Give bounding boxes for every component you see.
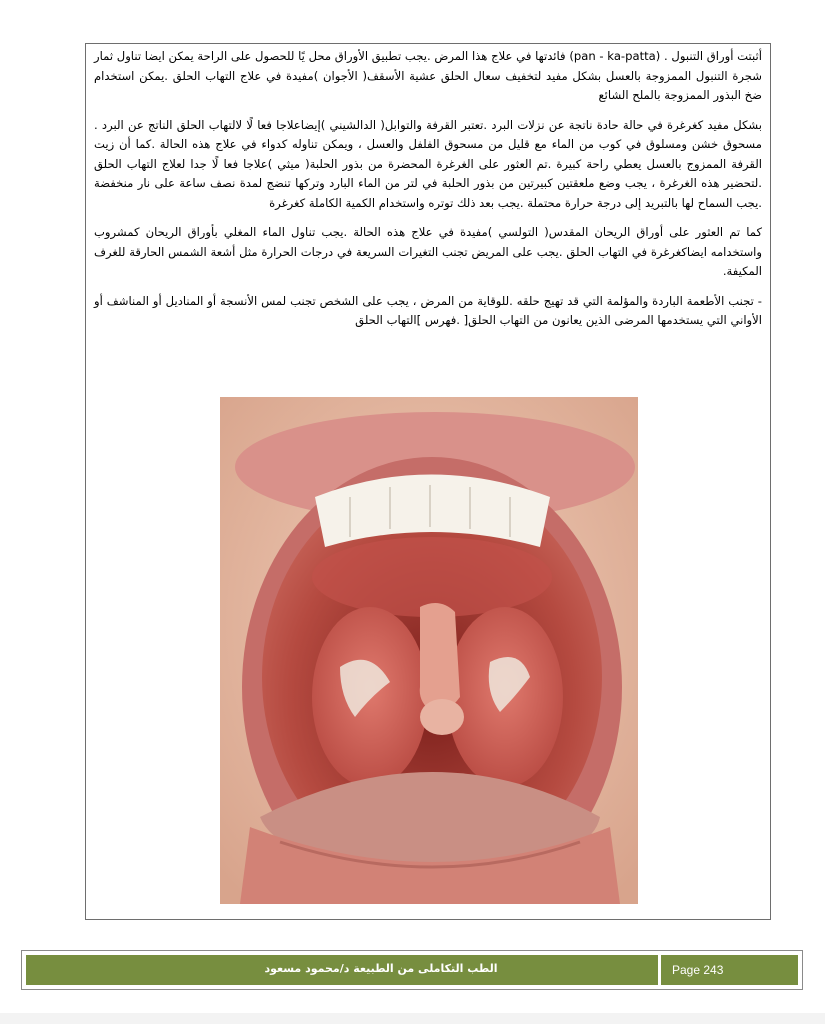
footer-book-title: الطب التكاملى من الطبيعة د/محمود مسعود	[264, 962, 498, 975]
page-footer	[21, 950, 803, 990]
paragraph-cinnamon-fenugreek: بشكل مفيد كغرغرة في حالة حادة ناتجة عن نزلات البرد .تعتبر القرفة والتوابل( الدالشيني )إيضاعلاجا فعا لًا لالتهاب الحلق الناتج عن البرد . مسحوق خشن ومسلوق في كوب من الماء مع قليل من مسحوق الفلفل والعسل ، ويمكن تناوله كدواء في علاج هذه الحالة .كما أن زيت القرفة الممزوج بالعسل يعطي راحة كبيرة .تم العثور على الغرغرة المحضرة من بذور الحلبة( ميثي )علاجا فعا لًا جدا لعلاج التهاب الحلق .لتحضير هذه الغرغرة ، يجب وضع ملعقتين كبيرتين من بذور الحلبة في لتر من الماء البارد وتركها تنضج لمدة نصف ساعة على نار منخفضة .يجب السماح لها بالتبريد إلى درجة حرارة محتملة .يجب بعد ذلك توتره واستخدام الكمية الكاملة كغرغرة	[94, 117, 762, 210]
paragraph-betel: أثبتت أوراق التنبول . (pan - ka-patta) فائدتها في علاج هذا المرض .يجب تطبيق الأوراق محل يًا للحصول على الراحة يمكن ايضا تناول ثمار شجرة التنبول الممزوجة بالعسل بشكل مفيد لتخفيف سعال الحلق عشية الأسقف( الأجوان )مفيدة في علاج التهاب الحلق .يمكن استخدام ضخ البذور الممزوجة بالملح الشائع	[94, 49, 763, 102]
content-frame	[85, 43, 771, 920]
bottom-strip	[0, 1013, 825, 1024]
throat-illustration	[220, 397, 638, 904]
article-text	[94, 47, 762, 341]
page-number: Page 243	[672, 963, 724, 977]
paragraph-prevention: - تجنب الأطعمة الباردة والمؤلمة التي قد تهيج حلقه .للوقاية من المرض ، يجب على الشخص تجنب لمس الأنسجة أو المناديل أو المناشف أو الأواني التي يستخدمها المرضى الذين يعانون من التهاب الحلق[ .فهرس ]التهاب الحلق	[94, 293, 762, 327]
footer-divider	[658, 955, 661, 985]
throat-photo	[220, 397, 638, 904]
paragraph-holy-basil: كما تم العثور على أوراق الريحان المقدس( التولسي )مفيدة في علاج هذه الحالة .يجب تناول الماء المغلي بأوراق الريحان كمشروب واستخدامه ايضاكغرغرة في التهاب الحلق .يجب على المريض تجنب التغيرات السريعة في درجات الحرارة مثل أشعة الشمس الحارقة للغرف المكيفة.	[94, 225, 762, 278]
footer-bar	[26, 955, 798, 985]
